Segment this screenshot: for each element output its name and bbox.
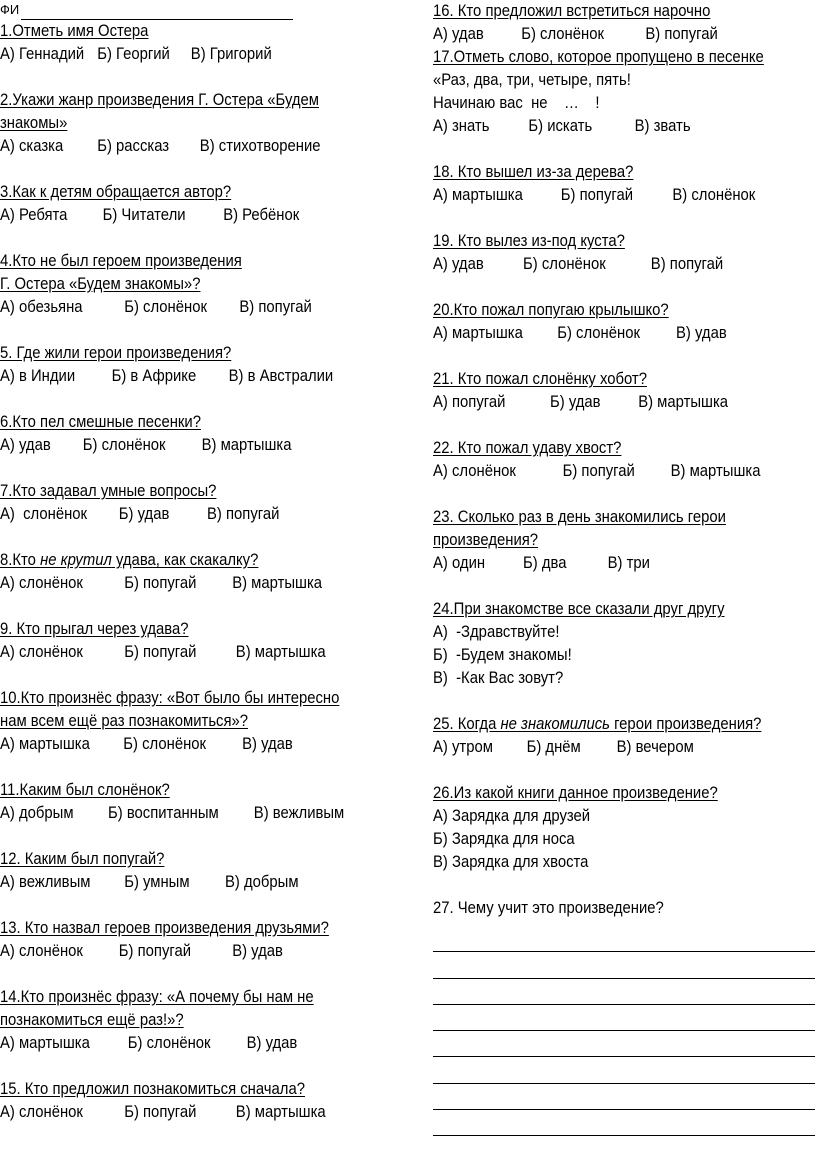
options-22 (433, 460, 777, 483)
option-11a[interactable]: А) добрым (0, 804, 74, 822)
name-field-row (0, 0, 396, 20)
question-23-cont: произведения? (433, 531, 539, 549)
option-18c[interactable]: В) слонёнок (672, 186, 756, 204)
question-3: 3.Как к детям обращается автор? (0, 183, 232, 201)
question-25-emphasis: не знакомились (500, 715, 610, 733)
option-22b[interactable]: Б) попугай (562, 462, 635, 480)
option-1a[interactable]: А) Геннадий (0, 45, 85, 63)
question-4-cont: Г. Остера «Будем знакомы»? (0, 275, 201, 293)
options-21 (433, 391, 777, 414)
option-18b[interactable]: Б) попугай (560, 186, 634, 204)
question-8-pre: 8.Кто (0, 551, 41, 569)
option-13b[interactable]: Б) попугай (118, 942, 192, 960)
option-24a[interactable]: А) -Здравствуйте! (433, 623, 560, 641)
option-23c[interactable]: В) три (607, 554, 650, 572)
option-25b[interactable]: Б) днём (526, 738, 581, 756)
answer-line-7[interactable] (433, 1084, 815, 1110)
options-17 (433, 115, 777, 138)
option-6c[interactable]: В) мартышка (201, 436, 292, 454)
question-6: 6.Кто пел смешные песенки? (0, 413, 201, 431)
left-column (0, 0, 396, 1124)
option-15b[interactable]: Б) попугай (124, 1103, 197, 1121)
option-15c[interactable]: В) мартышка (235, 1103, 326, 1121)
options-23 (433, 552, 777, 575)
option-14c[interactable]: В) удав (246, 1034, 298, 1052)
option-19a[interactable]: А) удав (433, 255, 484, 273)
question-23: 23. Сколько раз в день знакомились герои (433, 508, 726, 526)
option-7b[interactable]: Б) удав (118, 505, 170, 523)
question-8-post: удава, как скакалку? (111, 551, 259, 569)
options-2 (0, 135, 356, 158)
question-20: 20.Кто пожал попугаю крылышко? (433, 301, 669, 319)
question-13: 13. Кто назвал героев произведения друзьями? (0, 919, 329, 937)
option-17a[interactable]: А) знать (433, 117, 490, 135)
option-26c[interactable]: В) Зарядка для хвоста (433, 853, 589, 871)
option-17b[interactable]: Б) искать (528, 117, 593, 135)
answer-line-5[interactable] (433, 1031, 815, 1057)
song-line-2: Начинаю вас не … ! (433, 94, 600, 112)
option-24b[interactable]: Б) -Будем знакомы! (433, 646, 572, 664)
question-17: 17.Отметь слово, которое пропущено в песенке (433, 48, 764, 66)
option-18a[interactable]: А) мартышка (433, 186, 523, 204)
question-18: 18. Кто вышел из-за дерева? (433, 163, 634, 181)
options-15 (0, 1101, 356, 1124)
option-21b[interactable]: Б) удав (550, 393, 601, 411)
options-14 (0, 1032, 356, 1055)
options-8 (0, 572, 356, 595)
option-14b[interactable]: Б) слонёнок (127, 1034, 211, 1052)
option-1b[interactable]: Б) Георгий (97, 45, 170, 63)
option-3c[interactable]: В) Ребёнок (223, 206, 300, 224)
question-15: 15. Кто предложил познакомиться сначала? (0, 1080, 305, 1098)
option-20c[interactable]: В) удав (676, 324, 727, 342)
option-16b[interactable]: Б) слонёнок (521, 25, 604, 43)
answer-line-2[interactable] (433, 952, 815, 978)
question-1: 1.Отметь имя Остера (0, 22, 149, 40)
right-column (433, 0, 815, 1136)
options-16 (433, 23, 777, 46)
name-field-label: ФИ (0, 2, 20, 17)
option-26a[interactable]: А) Зарядка для друзей (433, 807, 591, 825)
question-8-emphasis: не крутил (40, 551, 112, 569)
question-25-post: герои произведения? (609, 715, 762, 733)
options-25 (433, 736, 777, 759)
option-11b[interactable]: Б) воспитанным (108, 804, 219, 822)
question-10-cont: нам всем ещё раз познакомиться»? (0, 712, 249, 730)
options-4 (0, 296, 356, 319)
option-6b[interactable]: Б) слонёнок (82, 436, 166, 454)
answer-line-6[interactable] (433, 1057, 815, 1083)
question-7: 7.Кто задавал умные вопросы? (0, 482, 217, 500)
option-9c[interactable]: В) мартышка (235, 643, 326, 661)
option-16c[interactable]: В) попугай (645, 25, 718, 43)
option-10a[interactable]: А) мартышка (0, 735, 90, 753)
option-20a[interactable]: А) мартышка (433, 324, 523, 342)
options-18 (433, 184, 777, 207)
option-6a[interactable]: А) удав (0, 436, 51, 454)
answer-line-1[interactable] (433, 926, 815, 952)
option-3b[interactable]: Б) Читатели (102, 206, 186, 224)
option-16a[interactable]: А) удав (433, 25, 484, 43)
option-10b[interactable]: Б) слонёнок (123, 735, 207, 753)
option-2c[interactable]: В) стихотворение (199, 137, 321, 155)
options-1 (0, 43, 356, 66)
question-24: 24.При знакомстве все сказали друг другу (433, 600, 725, 618)
options-20 (433, 322, 777, 345)
question-8 (0, 549, 356, 572)
option-24c[interactable]: В) -Как Вас зовут? (433, 669, 564, 687)
option-20b[interactable]: Б) слонёнок (557, 324, 640, 342)
question-11: 11.Каким был слонёнок? (0, 781, 170, 799)
answer-line-4[interactable] (433, 1005, 815, 1031)
option-4a[interactable]: А) обезьяна (0, 298, 83, 316)
option-3a[interactable]: А) Ребята (0, 206, 68, 224)
options-9 (0, 641, 356, 664)
option-4c[interactable]: В) попугай (239, 298, 312, 316)
question-10: 10.Кто произнёс фразу: «Вот было бы интересно (0, 689, 340, 707)
option-8b[interactable]: Б) попугай (124, 574, 197, 592)
option-2b[interactable]: Б) рассказ (97, 137, 170, 155)
question-9: 9. Кто прыгал через удава? (0, 620, 189, 638)
option-12b[interactable]: Б) умным (124, 873, 190, 891)
options-11 (0, 802, 356, 825)
question-19: 19. Кто вылез из-под куста? (433, 232, 625, 250)
name-field-blank[interactable] (21, 6, 293, 20)
option-17c[interactable]: В) звать (634, 117, 691, 135)
song-line-1: «Раз, два, три, четыре, пять! (433, 71, 631, 89)
option-12a[interactable]: А) вежливым (0, 873, 91, 891)
question-12: 12. Каким был попугай? (0, 850, 165, 868)
option-1c[interactable]: В) Григорий (190, 45, 272, 63)
question-14: 14.Кто произнёс фразу: «А почему бы нам не (0, 988, 314, 1006)
answer-line-3[interactable] (433, 979, 815, 1005)
option-14a[interactable]: А) мартышка (0, 1034, 90, 1052)
option-5b[interactable]: Б) в Африке (111, 367, 197, 385)
option-22c[interactable]: В) мартышка (670, 462, 761, 480)
question-22: 22. Кто пожал удаву хвост? (433, 439, 622, 457)
options-19 (433, 253, 777, 276)
question-26: 26.Из какой книги данное произведение? (433, 784, 718, 802)
question-27: 27. Чему учит это произведение? (433, 899, 664, 917)
option-8c[interactable]: В) мартышка (232, 574, 323, 592)
question-5: 5. Где жили герои произведения? (0, 344, 232, 362)
option-26b[interactable]: Б) Зарядка для носа (433, 830, 575, 848)
question-16: 16. Кто предложил встретиться нарочно (433, 2, 711, 20)
option-5c[interactable]: В) в Австралии (228, 367, 334, 385)
question-25 (433, 713, 777, 736)
question-2-cont: знакомы» (0, 114, 68, 132)
option-21c[interactable]: В) мартышка (638, 393, 729, 411)
option-23b[interactable]: Б) два (523, 554, 567, 572)
option-25c[interactable]: В) вечером (616, 738, 694, 756)
question-4: 4.Кто не был героем произведения (0, 252, 242, 270)
option-2a[interactable]: А) сказка (0, 137, 64, 155)
answer-line-8[interactable] (433, 1110, 815, 1136)
options-7 (0, 503, 356, 526)
option-5a[interactable]: А) в Индии (0, 367, 76, 385)
question-14-cont: познакомиться ещё раз!»? (0, 1011, 184, 1029)
options-3 (0, 204, 356, 227)
option-15a[interactable]: А) слонёнок (0, 1103, 83, 1121)
option-4b[interactable]: Б) слонёнок (124, 298, 207, 316)
option-9b[interactable]: Б) попугай (124, 643, 197, 661)
option-8a[interactable]: А) слонёнок (0, 574, 83, 592)
options-13 (0, 940, 356, 963)
question-25-pre: 25. Когда (433, 715, 501, 733)
option-12c[interactable]: В) добрым (225, 873, 299, 891)
options-6 (0, 434, 356, 457)
option-11c[interactable]: В) вежливым (253, 804, 345, 822)
option-13a[interactable]: А) слонёнок (0, 942, 83, 960)
option-7c[interactable]: В) попугай (207, 505, 280, 523)
option-9a[interactable]: А) слонёнок (0, 643, 83, 661)
option-22a[interactable]: А) слонёнок (433, 462, 516, 480)
question-21: 21. Кто пожал слонёнку хобот? (433, 370, 647, 388)
option-25a[interactable]: А) утром (433, 738, 493, 756)
options-5 (0, 365, 356, 388)
option-7a[interactable]: А) слонёнок (0, 505, 88, 523)
option-10c[interactable]: В) удав (242, 735, 293, 753)
options-10 (0, 733, 356, 756)
options-12 (0, 871, 356, 894)
option-19b[interactable]: Б) слонёнок (523, 255, 606, 273)
option-13c[interactable]: В) удав (232, 942, 283, 960)
option-19c[interactable]: В) попугай (650, 255, 724, 273)
option-23a[interactable]: А) один (433, 554, 486, 572)
option-21a[interactable]: А) попугай (433, 393, 506, 411)
question-2: 2.Укажи жанр произведения Г. Остера «Будем (0, 91, 320, 109)
